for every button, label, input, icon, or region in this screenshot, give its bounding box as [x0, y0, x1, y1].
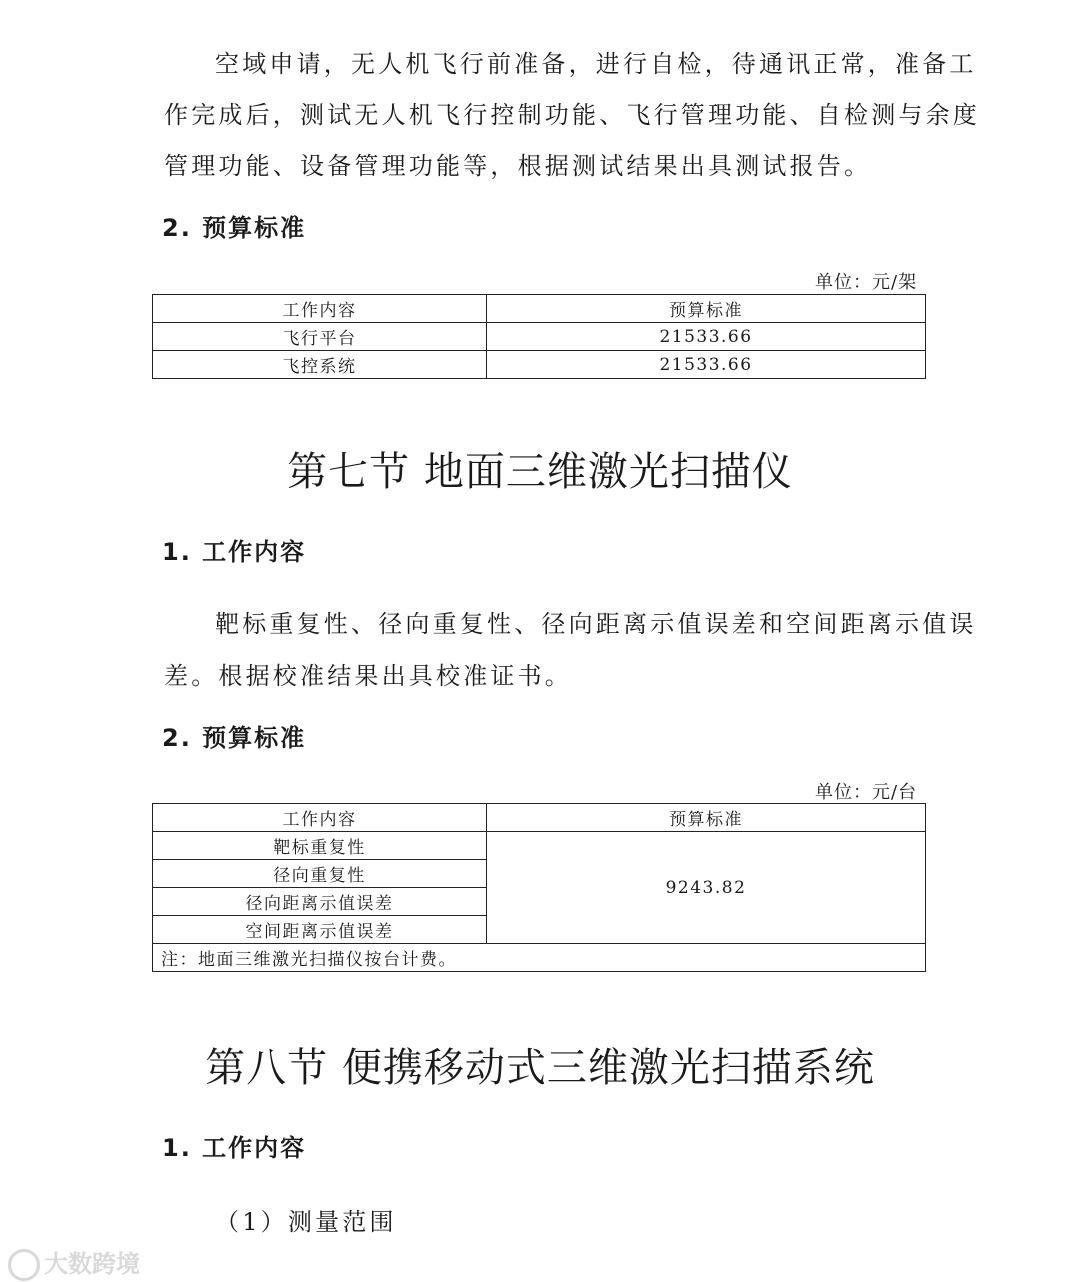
header-cell-work: 工作内容 — [153, 295, 487, 323]
header-cell-work: 工作内容 — [153, 804, 487, 832]
section-title: 第八节 便携移动式三维激光扫描系统 — [205, 1045, 875, 1091]
cell-budget: 21533.66 — [487, 323, 926, 351]
cell-work: 飞控系统 — [153, 351, 487, 379]
table-header-row — [153, 295, 926, 323]
table-row — [153, 832, 926, 860]
cell-work: 空间距离示值误差 — [153, 916, 487, 944]
work-heading: 1. 工作内容 — [162, 1134, 307, 1162]
budget-table-scanner — [152, 803, 926, 972]
table-row — [153, 351, 926, 379]
watermark — [8, 1244, 140, 1281]
work-heading: 1. 工作内容 — [162, 538, 307, 566]
budget-table-drone — [152, 294, 926, 379]
table-note: 注：地面三维激光扫描仪按台计费。 — [153, 944, 926, 972]
cell-work: 飞行平台 — [153, 323, 487, 351]
cell-work: 径向重复性 — [153, 860, 487, 888]
cell-work: 靶标重复性 — [153, 832, 487, 860]
cell-budget: 21533.66 — [487, 351, 926, 379]
cell-work: 径向距离示值误差 — [153, 888, 487, 916]
intro-line-1: 空域申请，无人机飞行前准备，进行自检，待通讯正常，准备工 — [215, 50, 977, 78]
watermark-text: 大数跨境 — [44, 1250, 140, 1278]
list-item: （1）测量范围 — [215, 1208, 397, 1236]
work-line-1: 靶标重复性、径向重复性、径向距离示值误差和空间距离示值误 — [215, 610, 977, 638]
intro-line-2: 作完成后，测试无人机飞行控制功能、飞行管理功能、自检测与余度 — [164, 101, 980, 129]
header-cell-budget: 预算标准 — [487, 295, 926, 323]
table-row — [153, 323, 926, 351]
unit-label: 单位：元/台 — [815, 782, 918, 803]
cell-budget-merged: 9243.82 — [487, 832, 926, 944]
budget-heading: 2. 预算标准 — [162, 724, 307, 752]
budget-heading: 2. 预算标准 — [162, 214, 307, 242]
table-note-row — [153, 944, 926, 972]
unit-label: 单位：元/架 — [815, 272, 918, 293]
work-line-2: 差。根据校准结果出具校准证书。 — [164, 662, 572, 690]
section-title: 第七节 地面三维激光扫描仪 — [287, 449, 793, 495]
header-cell-budget: 预算标准 — [487, 804, 926, 832]
circle-logo-icon — [8, 1249, 40, 1281]
table-header-row — [153, 804, 926, 832]
intro-line-3: 管理功能、设备管理功能等，根据测试结果出具测试报告。 — [164, 152, 872, 180]
